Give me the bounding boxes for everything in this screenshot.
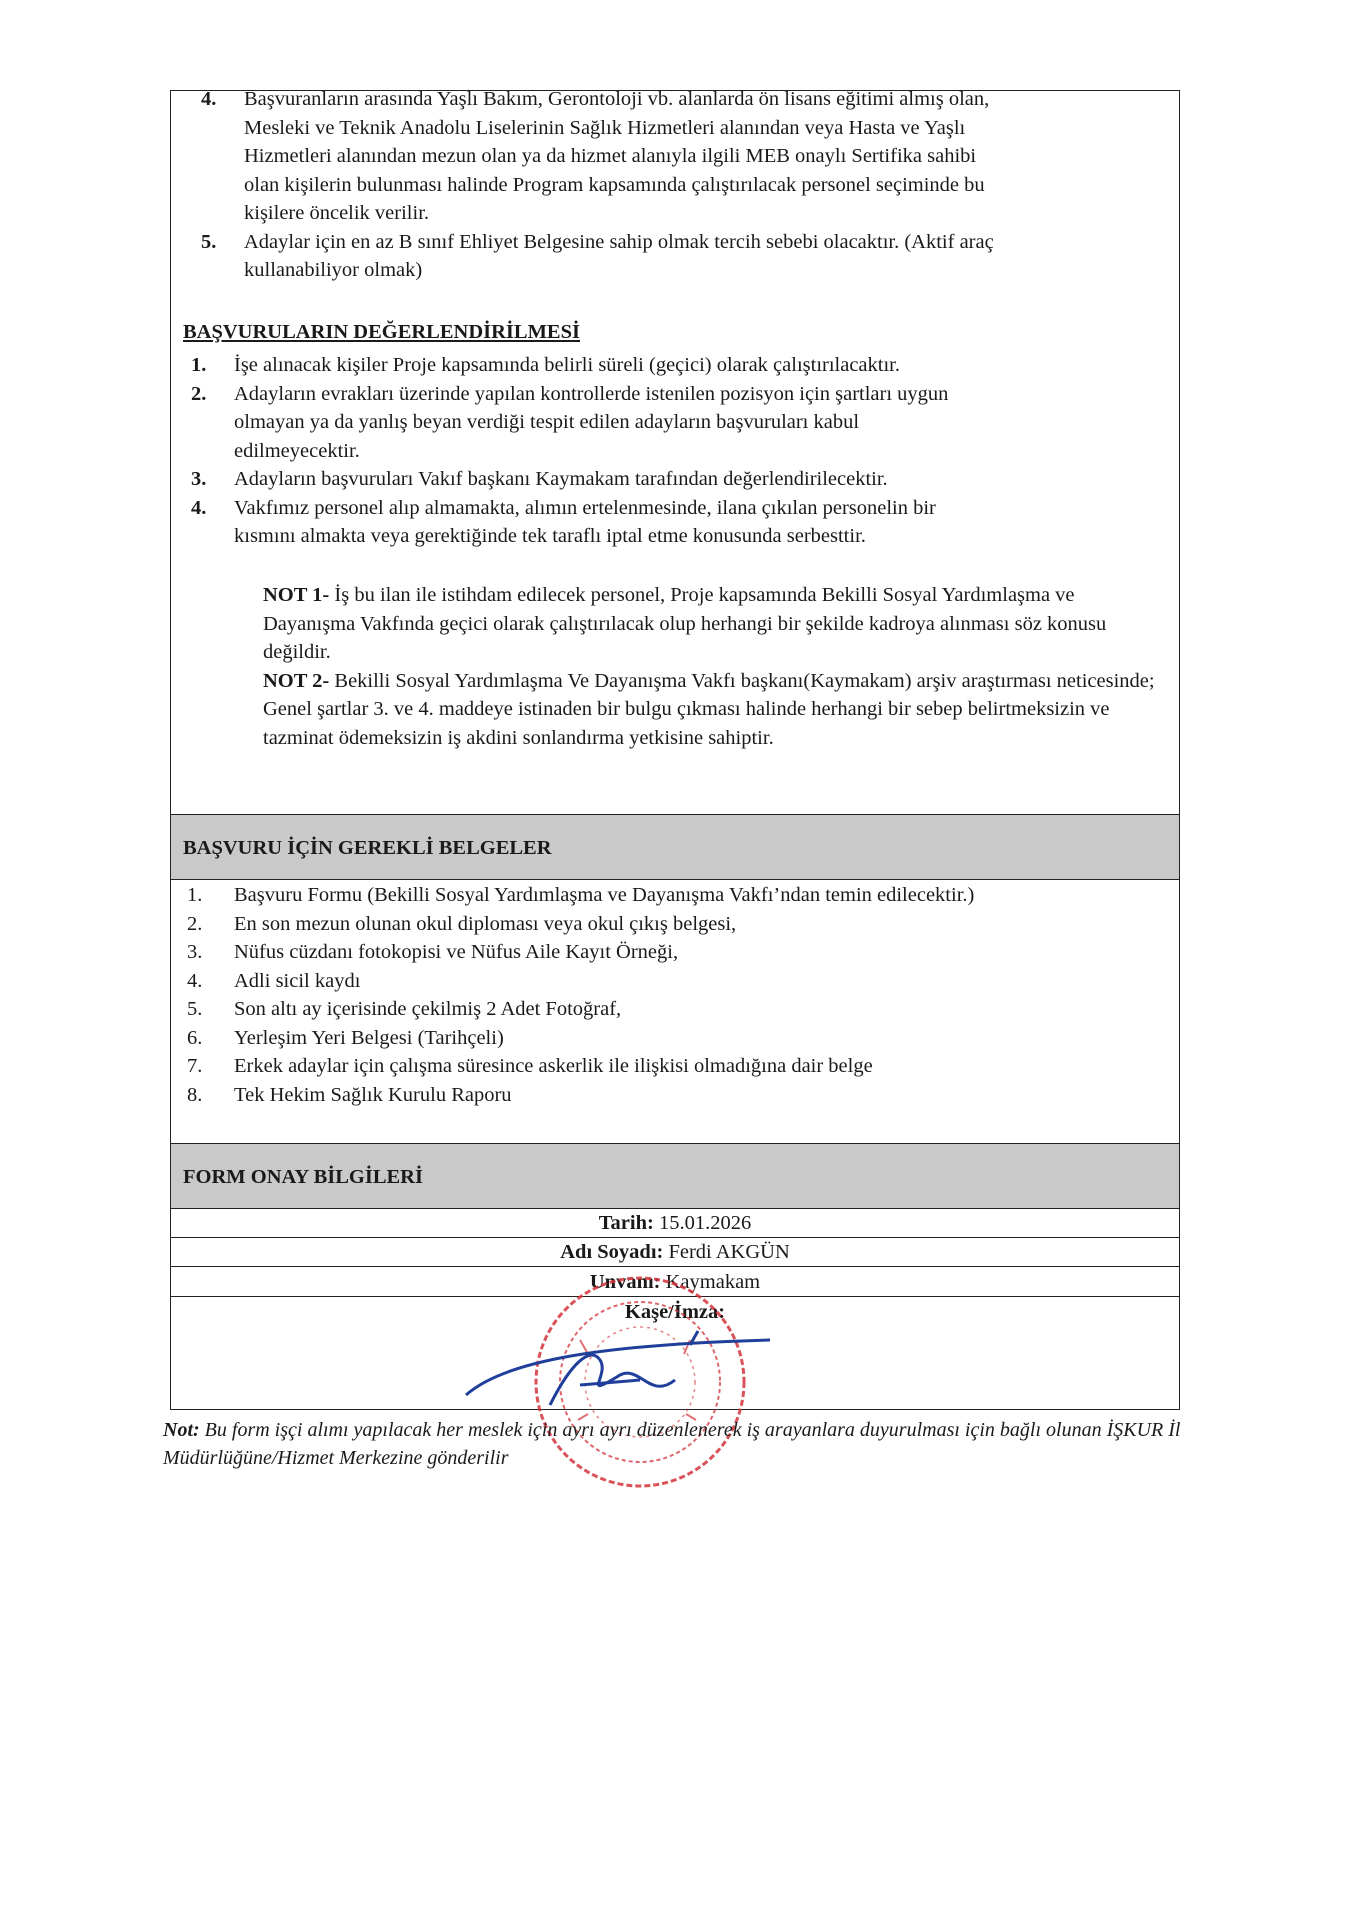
item-text: En son mezun olunan okul diploması veya okul çıkış belgesi,	[234, 912, 737, 935]
item-line: Adaylar için en az B sınıf Ehliyet Belgesine sahip olmak tercih sebebi olacaktır. (Aktif araç	[244, 230, 994, 253]
name-label: Adı Soyadı:	[560, 1241, 664, 1263]
item-line: Mesleki ve Teknik Anadolu Liselerinin Sağlık Hizmetleri alanından veya Hasta ve Yaşlı	[244, 116, 966, 139]
footnote-text: Bu form işçi alımı yapılacak her meslek için ayrı ayrı düzenlenerek iş arayanlara duyurulması için bağlı olunan İŞKUR İl Müdürlüğüne/Hizmet Merkezine gönderilir	[163, 1419, 1181, 1469]
stamp-label: Kaşe/İmza:	[624, 1301, 726, 1323]
item-text: Son altı ay içerisinde çekilmiş 2 Adet Fotoğraf,	[234, 998, 622, 1020]
item-number: 4.	[191, 496, 207, 519]
item-text: Adli sicil kaydı	[234, 969, 361, 992]
note-text: Bekilli Sosyal Yardımlaşma Ve Dayanışma Vakfı başkanı(Kaymakam) arşiv araştırması neticesinde; Genel şartlar 3. ve 4. maddeye istinaden bir bulgu çıkması halinde herhangi bir sebep belirtmeksizin ve tazminat ödemeksizin iş akdini sonlandırma yetkisine sahiptir.	[263, 669, 1155, 749]
note-label: NOT 1-	[263, 584, 330, 606]
item-number: 5.	[201, 230, 217, 253]
notes-block	[263, 581, 1163, 752]
list-item	[141, 494, 948, 551]
item-line: kişilere öncelik verilir.	[244, 202, 430, 224]
item-number: 7.	[187, 1055, 203, 1077]
row-divider	[171, 1266, 1179, 1267]
date-field	[171, 1209, 1179, 1237]
item-number: 8.	[187, 1083, 203, 1106]
title-label: Unvanı:	[589, 1271, 661, 1293]
item-line: Adayların başvuruları Vakıf başkanı Kaymakam tarafından değerlendirilecektir.	[234, 468, 888, 490]
item-line: kullanabiliyor olmak)	[244, 259, 423, 281]
item-number: 6.	[187, 1026, 203, 1049]
list-item	[141, 380, 948, 466]
list-item	[141, 1024, 974, 1053]
item-line: İşe alınacak kişiler Proje kapsamında belirli süreli (geçici) olarak çalıştırılacaktır.	[234, 354, 900, 376]
item-text: Başvuru Formu (Bekilli Sosyal Yardımlaşma ve Dayanışma Vakfı’ndan temin edilecektir.)	[234, 884, 975, 906]
item-number: 3.	[187, 941, 203, 963]
item-line: edilmeyecektir.	[234, 439, 360, 462]
item-number: 1.	[187, 884, 203, 906]
item-text: Nüfus cüzdanı fotokopisi ve Nüfus Aile Kayıt Örneği,	[234, 941, 679, 963]
list-item	[141, 967, 974, 996]
item-text: Tek Hekim Sağlık Kurulu Raporu	[234, 1083, 512, 1106]
date-label: Tarih:	[598, 1212, 654, 1234]
documents-heading: BAŞVURU İÇİN GEREKLİ BELGELER	[171, 814, 1179, 880]
date-value: 15.01.2026	[653, 1212, 752, 1234]
item-number: 2.	[191, 382, 207, 405]
list-item	[141, 1081, 974, 1110]
documents-list	[141, 881, 974, 1109]
note-1	[263, 581, 1163, 667]
item-line: Adayların evrakları üzerinde yapılan kontrollerde istenilen pozisyon için şartları uygun	[234, 382, 949, 405]
list-item	[151, 85, 994, 228]
item-line: olan kişilerin bulunması halinde Program kapsamında çalıştırılacak personel seçiminde bu	[244, 173, 985, 196]
note-2	[263, 667, 1163, 753]
approval-heading: FORM ONAY BİLGİLERİ	[171, 1143, 1179, 1209]
item-number: 1.	[191, 354, 207, 376]
title-value: Kaymakam	[660, 1271, 761, 1293]
item-number: 2.	[187, 912, 203, 935]
list-item	[141, 938, 974, 967]
footnote-label: Not:	[163, 1419, 200, 1441]
list-item	[141, 995, 974, 1024]
list-item	[141, 351, 948, 380]
list-item	[151, 228, 994, 285]
item-line: kısmını almakta veya gerektiğinde tek taraflı iptal etme konusunda serbesttir.	[234, 525, 866, 547]
name-value: Ferdi AKGÜN	[663, 1241, 790, 1263]
item-line: Başvuranların arasında Yaşlı Bakım, Gerontoloji vb. alanlarda ön lisans eğitimi almış olan,	[244, 88, 990, 110]
list-item	[141, 1052, 974, 1081]
list-item	[141, 465, 948, 494]
item-number: 4.	[187, 969, 203, 992]
note-label: NOT 2-	[263, 669, 330, 692]
form-frame	[170, 90, 1180, 1410]
item-number: 3.	[191, 468, 207, 490]
item-text: Erkek adaylar için çalışma süresince askerlik ile ilişkisi olmadığına dair belge	[234, 1055, 873, 1077]
item-number: 5.	[187, 998, 203, 1020]
item-text: Yerleşim Yeri Belgesi (Tarihçeli)	[234, 1026, 504, 1049]
item-line: olmayan ya da yanlış beyan verdiği tespit edilen adayların başvuruları kabul	[234, 411, 860, 433]
footnote	[163, 1416, 1203, 1472]
list-item	[141, 881, 974, 910]
name-field	[171, 1238, 1179, 1266]
item-line: Vakfımız personel alıp almamakta, alımın ertelenmesinde, ilana çıkılan personelin bir	[234, 496, 936, 519]
note-text: İş bu ilan ile istihdam edilecek personel, Proje kapsamında Bekilli Sosyal Yardımlaşma ve Dayanışma Vakfında geçici olarak çalıştırılacak olup herhangi bir şekilde kadroya alınması söz konusu değildir.	[263, 584, 1107, 663]
eligibility-list	[151, 85, 994, 285]
list-item	[141, 910, 974, 939]
item-line: Hizmetleri alanından mezun olan ya da hizmet alanıyla ilgili MEB onaylı Sertifika sahibi	[244, 145, 977, 167]
evaluation-list	[141, 351, 948, 551]
evaluation-heading: BAŞVURULARIN DEĞERLENDİRİLMESİ	[183, 321, 580, 343]
item-number: 4.	[201, 88, 217, 110]
